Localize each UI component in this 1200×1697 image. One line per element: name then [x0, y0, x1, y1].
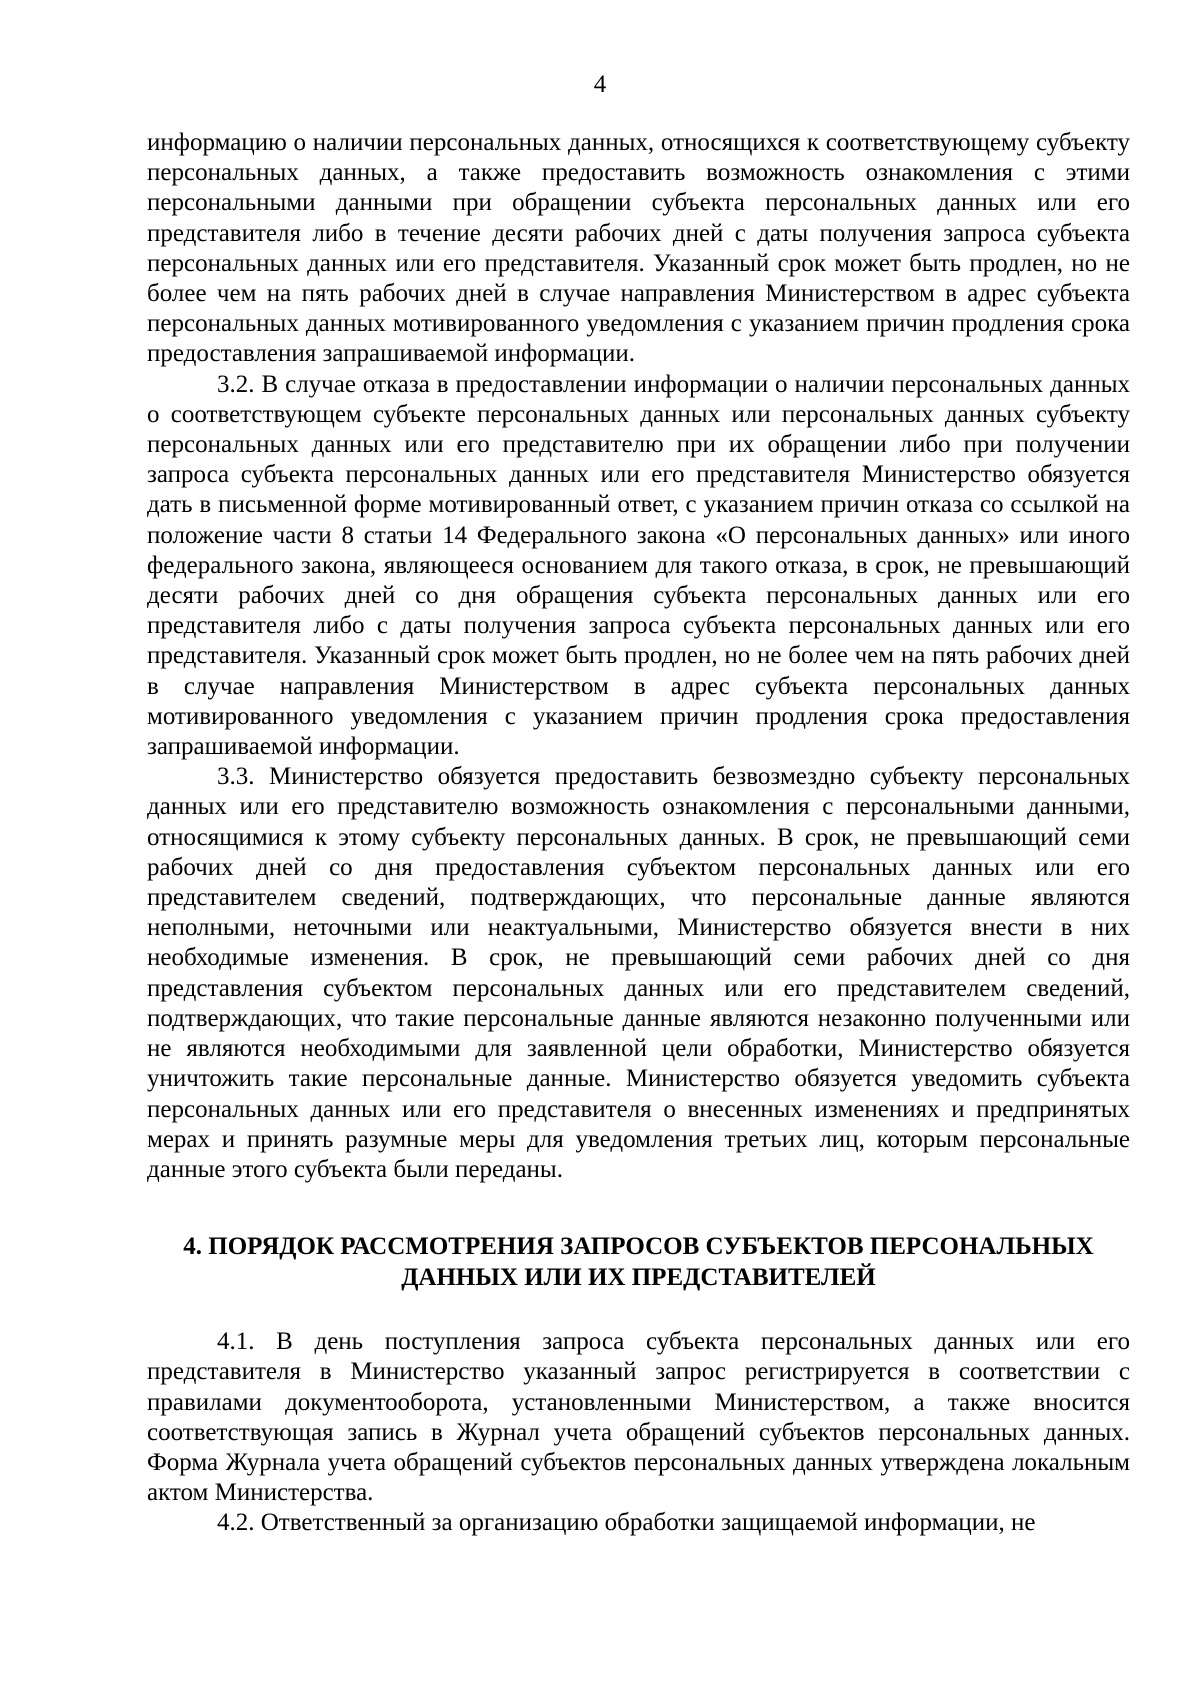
section-heading-line-2: ДАННЫХ ИЛИ ИХ ПРЕДСТАВИТЕЛЕЙ [401, 1264, 876, 1292]
paragraph-4-1: 4.1. В день поступления запроса субъекта персональных данных или его представителя в Министерство указанный запрос регистрируется в соответствии с правилами документооборота, установленными Министерством, а также вносится соответствующая запись в Журнал учета обращений субъектов персональных данных. Форма Журнала учета обращений субъектов персональных данных утверждена локальным актом Министерства. [147, 1328, 1130, 1507]
page-number: 4 [593, 71, 607, 98]
paragraph-continuation: информацию о наличии персональных данных, относящихся к соответствующему субъекту персональных данных, а также предоставить возможность ознакомления с этими персональными данными при обращении субъекта персональных данных или его представителя либо в течение десяти рабочих дней с даты получения запроса субъекта персональных данных или его представителя. Указанный срок может быть продлен, но не более чем на пять рабочих дней в случае направления Министерством в адрес субъекта персональных данных мотивированного уведомления с указанием причин продления срока предоставления запрашиваемой информации. [147, 129, 1130, 368]
paragraph-4-2: 4.2. Ответственный за организацию обработки защищаемой информации, не [217, 1509, 1036, 1537]
paragraph-3-2: 3.2. В случае отказа в предоставлении информации о наличии персональных данных о соответствующем субъекте персональных данных или персональных данных субъекту персональных данных или его представителю при их обращении либо при получении запроса субъекта персональных данных или его представителя Министерство обязуется дать в письменной форме мотивированный ответ, с указанием причин отказа со ссылкой на положение части 8 статьи 14 Федерального закона «О персональных данных» или иного федерального закона, являющееся основанием для такого отказа, в срок, не превышающий десяти рабочих дней со дня обращения субъекта персональных данных или его представителя либо с даты получения запроса субъекта персональных данных или его представителя. Указанный срок может быть продлен, но не более чем на пять рабочих дней в случае направления Министерством в адрес субъекта персональных данных мотивированного уведомления с указанием причин продления срока предоставления запрашиваемой информации. [147, 370, 1130, 761]
section-heading [147, 1231, 1130, 1293]
paragraph-3-3: 3.3. Министерство обязуется предоставить безвозмездно субъекту персональных данных или его представителю возможность ознакомления с персональными данными, относящимися к этому субъекту персональных данных. В срок, не превышающий семи рабочих дней со дня предоставления субъектом персональных данных или его представителем сведений, подтверждающих, что персональные данные являются неполными, неточными или неактуальными, Министерство обязуется внести в них необходимые изменения. В срок, не превышающий семи рабочих дней со дня представления субъектом персональных данных или его представителем сведений, подтверждающих, что такие персональные данные являются незаконно полученными или не являются необходимыми для заявленной цели обработки, Министерство обязуется уничтожить такие персональные данные. Министерство обязуется уведомить субъекта персональных данных или его представителя о внесенных изменениях и предпринятых мерах и принять разумные меры для уведомления третьих лиц, которым персональные данные этого субъекта были переданы. [147, 763, 1130, 1183]
section-heading-line-1: 4. ПОРЯДОК РАССМОТРЕНИЯ ЗАПРОСОВ СУБЪЕКТОВ ПЕРСОНАЛЬНЫХ [183, 1233, 1094, 1261]
document-body [147, 128, 1130, 1539]
